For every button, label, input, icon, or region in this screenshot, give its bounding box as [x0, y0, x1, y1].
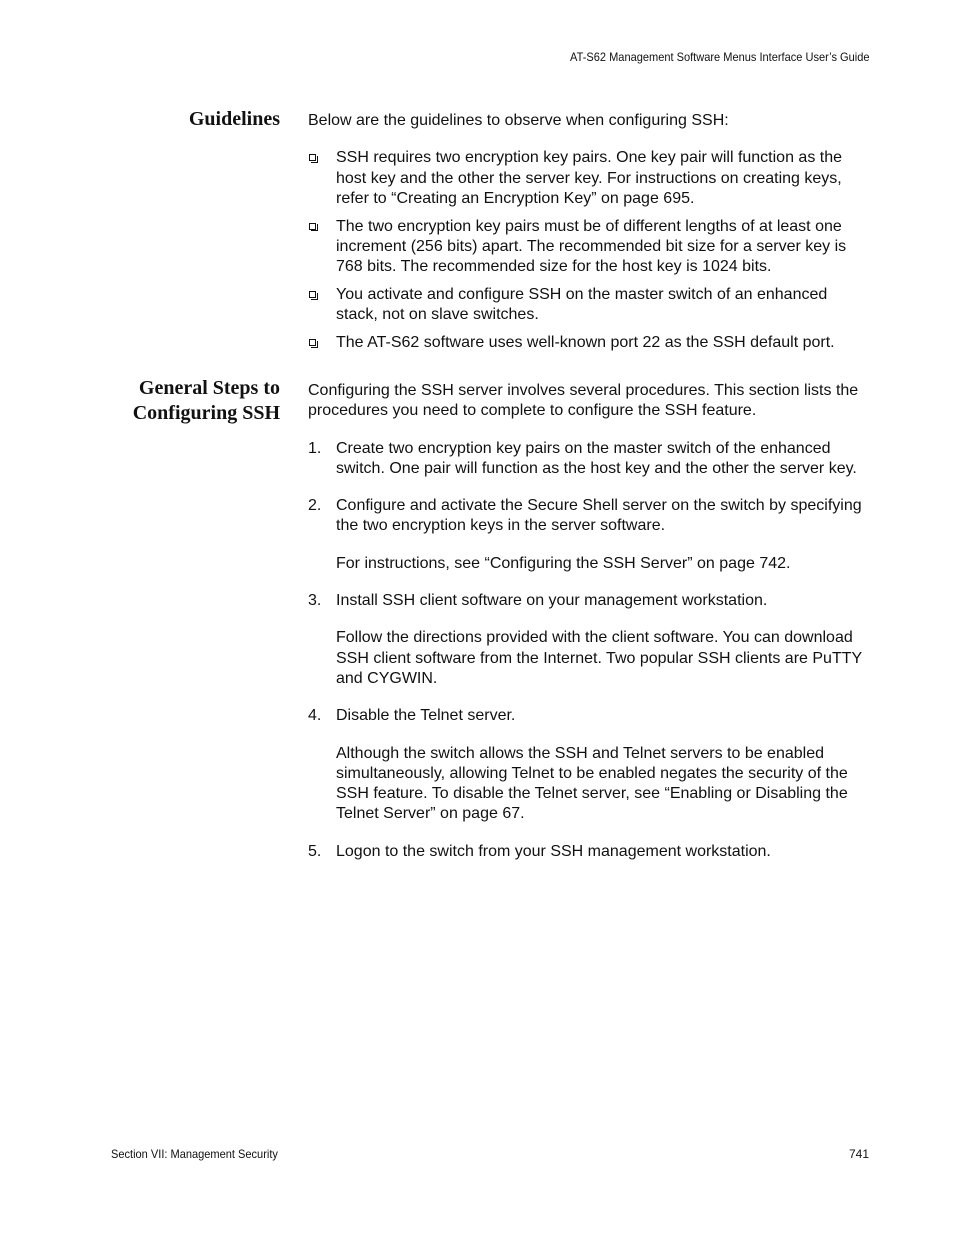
step-number: 5. [308, 842, 322, 860]
step-text: Logon to the switch from your SSH management workstation. [336, 842, 771, 860]
step-text: Install SSH client software on your management workstation. [336, 592, 768, 610]
step-note: For instructions, see “Configuring the SSH Server” on page 742. [336, 554, 791, 572]
list-item-text: You activate and configure SSH on the master switch of an enhanced stack, not on slave switches. [336, 286, 828, 324]
list-item [308, 148, 873, 209]
general-steps-heading [80, 376, 280, 426]
checkbox-bullet-icon [309, 291, 316, 298]
step-text: Disable the Telnet server. [336, 707, 516, 725]
step-item [308, 706, 873, 824]
step-text: Create two encryption key pairs on the master switch of the enhanced switch. One pair will function as the host key and the other the server key. [336, 439, 857, 477]
step-note: Although the switch allows the SSH and Telnet servers to be enabled simultaneously, allowing Telnet to be enabled negates the security of the SSH feature. To disable the Telnet server, see “Enabling or Disabling the Telnet Server” on page 67. [336, 744, 848, 823]
guidelines-heading: Guidelines [188, 108, 280, 130]
checkbox-bullet-icon [309, 223, 316, 230]
list-item [308, 333, 873, 353]
steps-list [308, 439, 873, 862]
guidelines-body [308, 111, 873, 361]
step-item [308, 496, 873, 574]
checkbox-bullet-icon [309, 339, 316, 346]
page-number: 741 [848, 1147, 869, 1161]
list-item-text: The AT-S62 software uses well-known port 22 as the SSH default port. [336, 334, 835, 352]
guidelines-list [308, 148, 873, 353]
step-note: Follow the directions provided with the client software. You can download SSH client software from the Internet. Two popular SSH clients are PuTTY and CYGWIN. [336, 629, 862, 687]
footer-section-title: Section VII: Management Security [111, 1147, 278, 1161]
list-item [308, 285, 873, 326]
step-number: 3. [308, 592, 322, 610]
step-number: 4. [308, 707, 322, 725]
list-item [308, 217, 873, 278]
general-steps-heading-line1: General Steps to [138, 377, 280, 399]
step-number: 2. [308, 497, 322, 515]
step-number: 1. [308, 439, 322, 457]
guidelines-intro: Below are the guidelines to observe when configuring SSH: [308, 112, 729, 129]
step-item [308, 842, 873, 862]
step-item [308, 591, 873, 689]
general-steps-intro: Configuring the SSH server involves several procedures. This section lists the procedures you need to complete to configure the SSH feature. [308, 382, 859, 420]
general-steps-body [308, 381, 873, 879]
running-header: AT-S62 Management Software Menus Interface User’s Guide [569, 50, 869, 64]
step-text: Configure and activate the Secure Shell server on the switch by specifying the two encryption keys in the server software. [336, 497, 862, 535]
checkbox-bullet-icon [309, 154, 316, 161]
list-item-text: SSH requires two encryption key pairs. One key pair will function as the host key and the other the server key. For instructions on creating keys, refer to “Creating an Encryption Key” on page 695. [336, 149, 843, 207]
general-steps-heading-line2: Configuring SSH [132, 402, 280, 424]
list-item-text: The two encryption key pairs must be of different lengths of at least one increment (256 bits) apart. The recommended bit size for a server key is 768 bits. The recommended size for the host key is 1024 bits. [336, 217, 847, 276]
step-item [308, 439, 873, 480]
